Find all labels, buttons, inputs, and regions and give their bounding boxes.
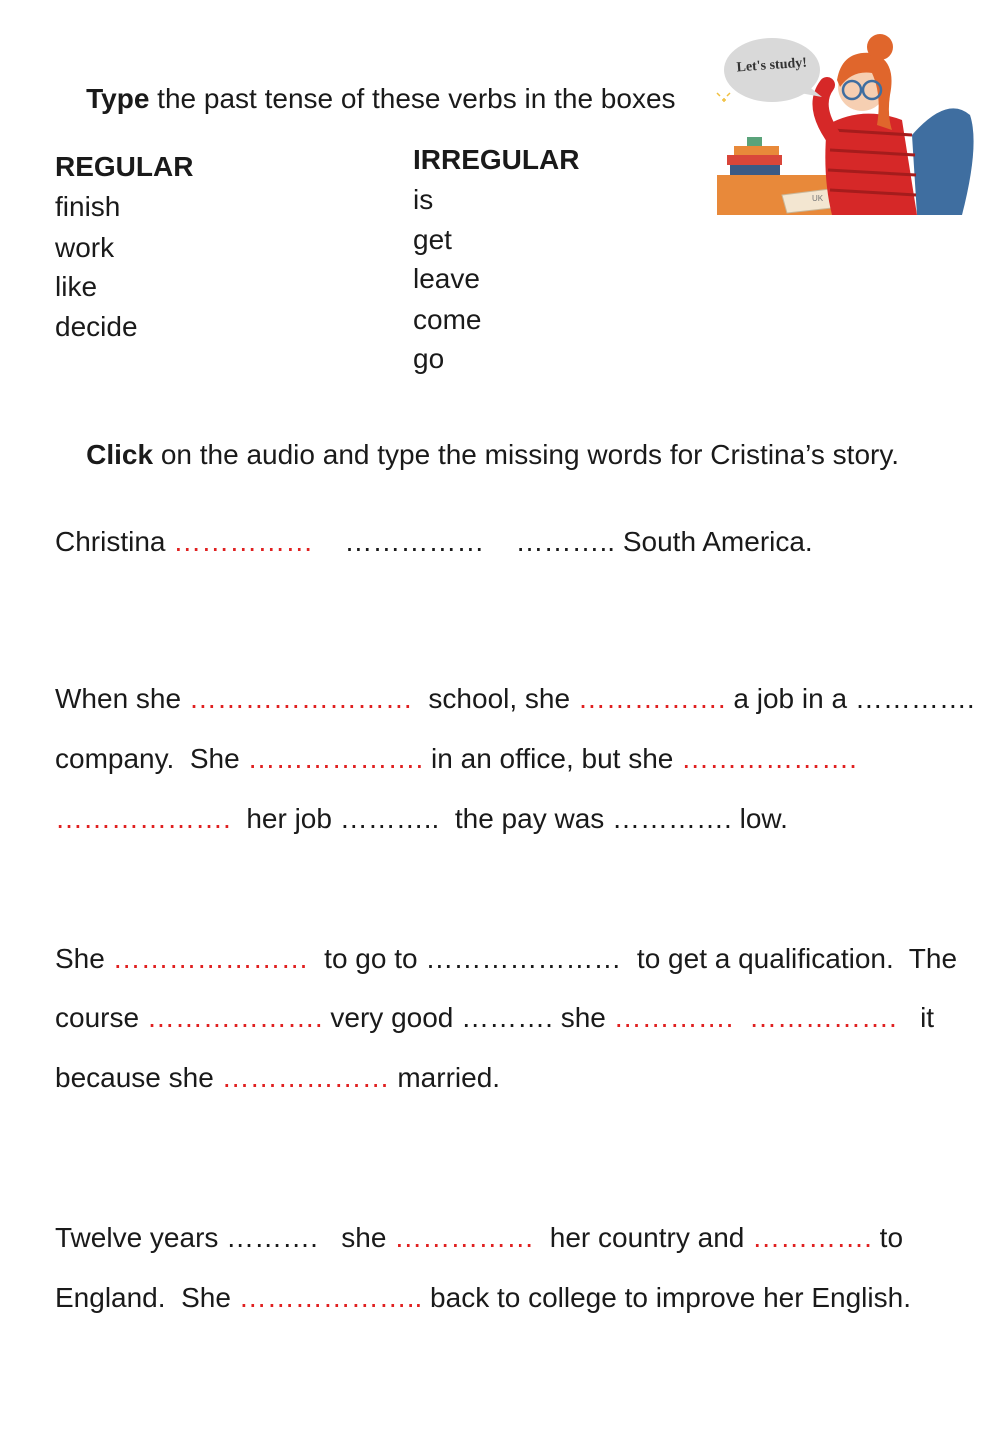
irregular-verb: come bbox=[413, 304, 482, 335]
story-text: She bbox=[55, 943, 113, 974]
story-line bbox=[55, 525, 813, 559]
story-text: school, she bbox=[412, 683, 578, 714]
irregular-heading: IRREGULAR bbox=[413, 144, 580, 175]
answer-blank[interactable]: ……………. bbox=[748, 1002, 897, 1033]
story-text: married. bbox=[389, 1062, 501, 1093]
regular-verb: finish bbox=[55, 191, 121, 222]
story-text bbox=[733, 1002, 749, 1033]
story-text: to bbox=[871, 1222, 904, 1253]
woman-body bbox=[825, 114, 917, 215]
story-line bbox=[55, 742, 857, 776]
instruction-type bbox=[55, 48, 676, 150]
story-text: Christina bbox=[55, 526, 174, 557]
story-line bbox=[55, 1221, 903, 1255]
story-line bbox=[55, 942, 957, 976]
answer-blank[interactable]: ……………….. bbox=[238, 1282, 423, 1313]
regular-verb: like bbox=[55, 271, 98, 302]
regular-verb: decide bbox=[55, 311, 138, 342]
story-line bbox=[55, 1281, 911, 1315]
story-text: it bbox=[896, 1002, 935, 1033]
book-label: UK bbox=[812, 194, 824, 203]
story-text: her country and bbox=[534, 1222, 753, 1253]
hair-bun bbox=[867, 34, 893, 60]
story-text: England. She bbox=[55, 1282, 239, 1313]
story-text: back to college to improve her English. bbox=[422, 1282, 911, 1313]
story-text: because she bbox=[55, 1062, 222, 1093]
study-illustration bbox=[712, 25, 982, 225]
regular-verb: work bbox=[55, 232, 115, 263]
story-text: course bbox=[55, 1002, 147, 1033]
instruction-type-bold: Type bbox=[86, 83, 150, 114]
story-text: very good ………. she bbox=[322, 1002, 614, 1033]
instruction-click bbox=[55, 404, 899, 506]
story-text: her job ……….. the pay was …………. low. bbox=[230, 803, 788, 834]
speech-bubble-text: Let's study! bbox=[736, 55, 808, 76]
instruction-type-text: the past tense of these verbs in the boxes bbox=[149, 83, 676, 114]
answer-blank[interactable]: ………………. bbox=[247, 743, 424, 774]
story-text: company. She bbox=[55, 743, 248, 774]
story-text: Twelve years ………. she bbox=[55, 1222, 395, 1253]
story-line bbox=[55, 682, 975, 716]
regular-heading: REGULAR bbox=[55, 151, 194, 182]
answer-blank[interactable]: ………………. bbox=[146, 1002, 323, 1033]
story-text: a job in a …………. bbox=[725, 683, 975, 714]
answer-blank[interactable]: …………… bbox=[394, 1222, 535, 1253]
chair-shape bbox=[912, 108, 974, 215]
story-line bbox=[55, 1061, 500, 1095]
story-text: …………… ……….. South America. bbox=[313, 526, 813, 557]
answer-blank[interactable]: ……………… bbox=[221, 1062, 390, 1093]
irregular-verb: go bbox=[413, 343, 445, 374]
answer-blank[interactable]: …………. bbox=[752, 1222, 872, 1253]
story-line bbox=[55, 802, 788, 836]
irregular-verb: is bbox=[413, 184, 434, 215]
irregular-verb: get bbox=[413, 224, 452, 255]
answer-blank[interactable]: …………………… bbox=[188, 683, 413, 714]
story-text: to go to ………………… to get a qualification. The bbox=[308, 943, 958, 974]
answer-blank[interactable]: ………………. bbox=[681, 743, 857, 774]
answer-blank[interactable]: …………. bbox=[613, 1002, 734, 1033]
answer-blank[interactable]: ………………. bbox=[55, 803, 231, 834]
instruction-click-bold: Click bbox=[86, 439, 154, 470]
instruction-click-text: on the audio and type the missing words for Cristina’s story. bbox=[153, 439, 900, 470]
story-text: in an office, but she bbox=[423, 743, 682, 774]
answer-blank[interactable]: …………… bbox=[173, 526, 314, 557]
irregular-verb: leave bbox=[413, 263, 480, 294]
story-line bbox=[55, 1001, 934, 1035]
answer-blank[interactable]: ……………. bbox=[577, 683, 726, 714]
answer-blank[interactable]: ………………… bbox=[112, 943, 309, 974]
story-text: When she bbox=[55, 683, 189, 714]
